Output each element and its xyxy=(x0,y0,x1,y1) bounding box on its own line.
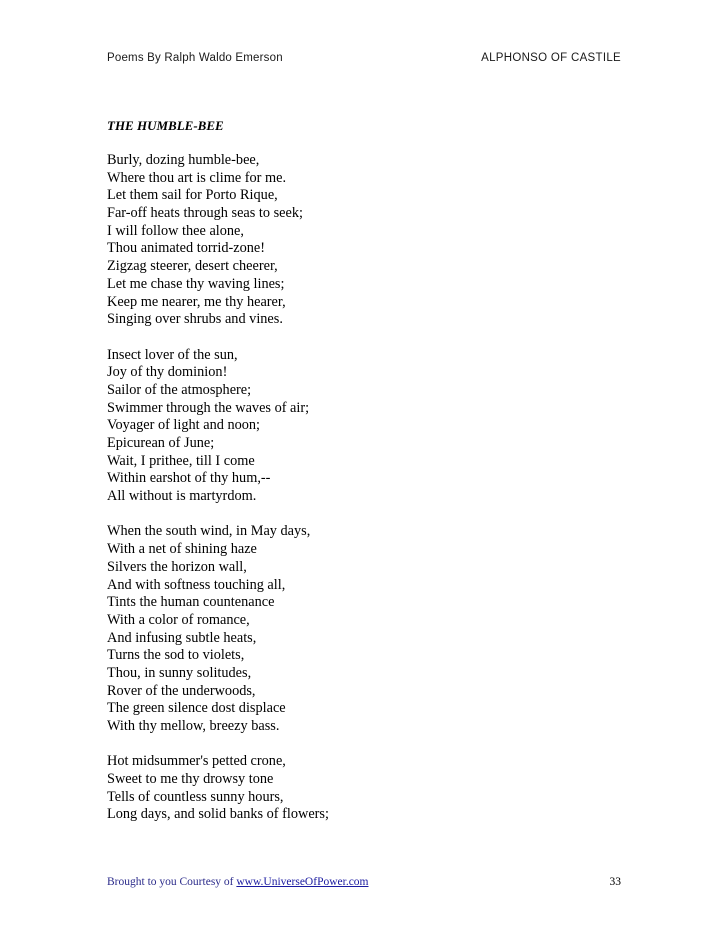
poem-stanza xyxy=(107,152,627,329)
poem-line: With a net of shining haze xyxy=(107,541,257,558)
poem-line: Long days, and solid banks of flowers; xyxy=(107,806,329,823)
poem-line: Tells of countless sunny hours, xyxy=(107,788,284,805)
poem-line: Voyager of light and noon; xyxy=(107,417,261,434)
poem-stanza xyxy=(107,523,627,735)
poem-title: THE HUMBLE-BEE xyxy=(107,118,224,133)
header-book-title: Poems By Ralph Waldo Emerson xyxy=(107,52,283,64)
poem-line: Sweet to me thy drowsy tone xyxy=(107,771,274,788)
poem-line: Let them sail for Porto Rique, xyxy=(107,187,278,204)
poem-line: Tints the human countenance xyxy=(107,594,275,611)
poem-line: And infusing subtle heats, xyxy=(107,629,257,646)
page-footer xyxy=(107,876,621,892)
poem-line: With a color of romance, xyxy=(107,611,250,628)
poem-line: Insect lover of the sun, xyxy=(107,346,238,363)
header-section-title: ALPHONSO OF CASTILE xyxy=(481,52,621,64)
footer-credit xyxy=(107,876,369,888)
poem-line: Turns the sod to violets, xyxy=(107,647,245,664)
poem-body xyxy=(107,152,627,842)
poem-line: Wait, I prithee, till I come xyxy=(107,452,255,469)
poem-line: Far-off heats through seas to seek; xyxy=(107,205,303,222)
poem-line: All without is martyrdom. xyxy=(107,488,257,505)
poem-line: Thou animated torrid-zone! xyxy=(107,240,265,257)
poem-stanza xyxy=(107,753,627,824)
poem-stanza xyxy=(107,347,627,506)
poem-line: Within earshot of thy hum,-- xyxy=(107,470,271,487)
footer-website-link[interactable]: www.UniverseOfPower.com xyxy=(236,876,369,888)
poem-line: I will follow thee alone, xyxy=(107,222,244,239)
poem-line: Swimmer through the waves of air; xyxy=(107,399,310,416)
poem-line: Keep me nearer, me thy hearer, xyxy=(107,293,286,310)
footer-credit-prefix: Brought to you Courtesy of xyxy=(107,876,237,888)
poem-line: Sailor of the atmosphere; xyxy=(107,381,252,398)
poem-line: Zigzag steerer, desert cheerer, xyxy=(107,258,278,275)
poem-line: Epicurean of June; xyxy=(107,435,215,451)
poem-line: Joy of thy dominion! xyxy=(107,364,228,381)
poem-line: Burly, dozing humble-bee, xyxy=(107,152,260,168)
poem-line: Rover of the underwoods, xyxy=(107,682,256,699)
poem-line: Where thou art is clime for me. xyxy=(107,169,287,186)
poem-line: Hot midsummer's petted crone, xyxy=(107,753,286,770)
poem-line: Thou, in sunny solitudes, xyxy=(107,664,252,681)
poem-line: The green silence dost displace xyxy=(107,700,286,717)
poem-line: Singing over shrubs and vines. xyxy=(107,311,283,328)
poem-line: With thy mellow, breezy bass. xyxy=(107,718,280,734)
poem-line: Let me chase thy waving lines; xyxy=(107,275,285,292)
page-header xyxy=(107,52,621,70)
poem-line: And with softness touching all, xyxy=(107,576,286,593)
page-number: 33 xyxy=(609,876,621,888)
poem-line: Silvers the horizon wall, xyxy=(107,558,247,575)
poem-line: When the south wind, in May days, xyxy=(107,523,311,540)
